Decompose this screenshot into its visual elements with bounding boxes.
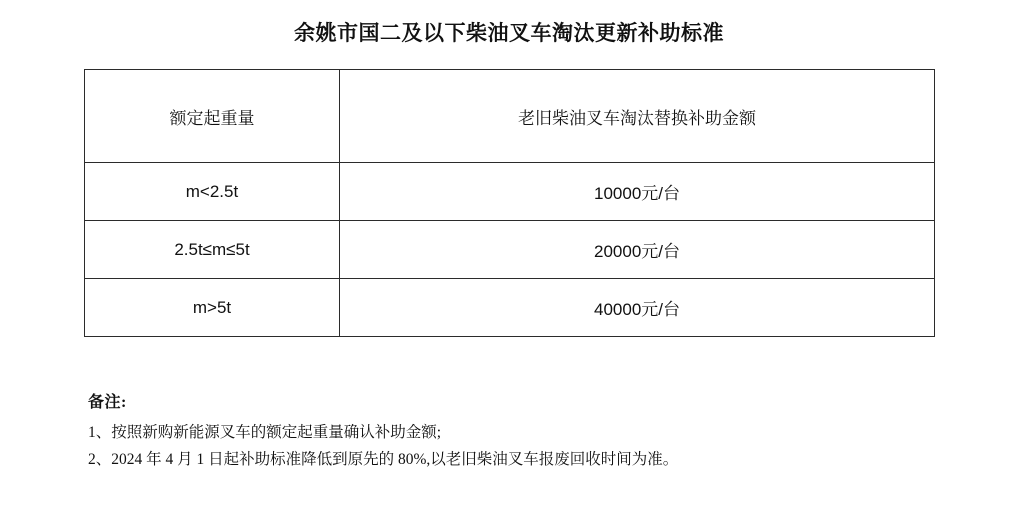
cell-amount: 10000元/台 <box>340 163 935 221</box>
document-page <box>0 17 1018 507</box>
cell-amount: 40000元/台 <box>340 279 935 337</box>
cell-amount: 20000元/台 <box>340 221 935 279</box>
table-row <box>85 163 935 221</box>
table-row <box>85 221 935 279</box>
note-item: 2、2024 年 4 月 1 日起补助标准降低到原先的 80%,以老旧柴油叉车报废回收时间为准。 <box>88 451 679 469</box>
column-header-weight: 额定起重量 <box>85 70 340 163</box>
subsidy-table-container <box>84 69 934 337</box>
notes-section <box>88 389 968 473</box>
table-header-row <box>85 70 935 163</box>
subsidy-table <box>84 69 935 337</box>
notes-title: 备注: <box>88 394 127 411</box>
cell-weight: m>5t <box>85 279 340 337</box>
cell-weight: m<2.5t <box>85 163 340 221</box>
cell-weight: 2.5t≤m≤5t <box>85 221 340 279</box>
table-row <box>85 279 935 337</box>
page-title: 余姚市国二及以下柴油叉车淘汰更新补助标准 <box>294 22 724 45</box>
column-header-amount: 老旧柴油叉车淘汰替换补助金额 <box>340 70 935 163</box>
note-item: 1、按照新购新能源叉车的额定起重量确认补助金额; <box>88 424 442 441</box>
